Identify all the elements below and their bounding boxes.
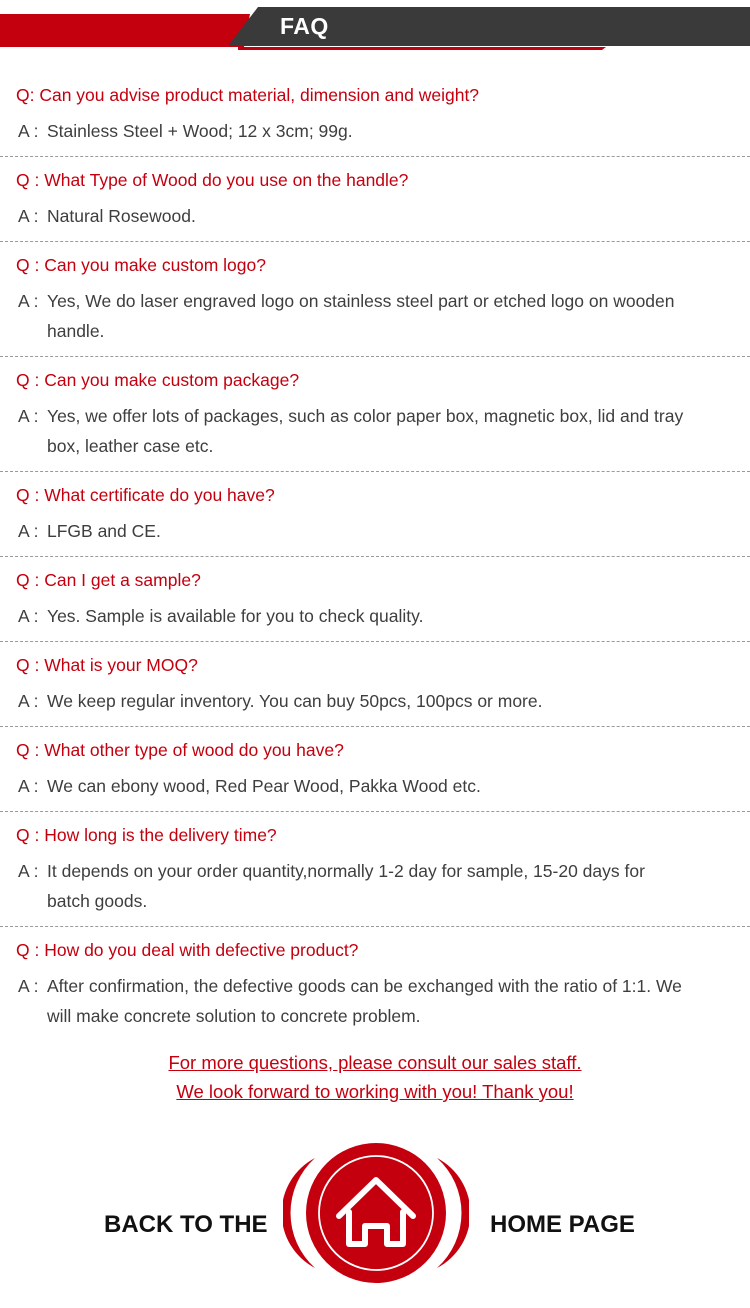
answer-text: LFGB and CE.	[47, 521, 161, 541]
faq-question: Q : Can you make custom logo?	[16, 255, 266, 275]
faq-question: Q : How do you deal with defective product?	[16, 940, 359, 960]
faq-header-banner	[0, 0, 750, 52]
answer-prefix: A :	[18, 606, 39, 626]
answer-text: We can ebony wood, Red Pear Wood, Pakka Wood etc.	[47, 776, 481, 796]
faq-question: Q : Can you make custom package?	[16, 370, 300, 390]
faq-item	[0, 242, 750, 357]
faq-item	[0, 642, 750, 727]
faq-question: Q : How long is the delivery time?	[16, 825, 277, 845]
faq-answer	[0, 601, 750, 631]
faq-question: Q : What is your MOQ?	[16, 655, 198, 675]
answer-text: We keep regular inventory. You can buy 50pcs, 100pcs or more.	[47, 691, 543, 711]
faq-answer	[0, 686, 750, 716]
closing-message-line-2: We look forward to working with you! Thank you!	[176, 1081, 574, 1102]
faq-answer	[0, 971, 750, 1031]
faq-list	[0, 72, 750, 1041]
answer-prefix: A :	[18, 406, 39, 426]
home-page-label[interactable]: HOME PAGE	[490, 1211, 635, 1238]
answer-prefix: A :	[18, 206, 39, 226]
faq-item	[0, 472, 750, 557]
page-title: FAQ	[280, 13, 329, 39]
answer-text: Yes. Sample is available for you to check quality.	[47, 606, 424, 626]
home-icon	[283, 1140, 469, 1286]
answer-text: Stainless Steel + Wood; 12 x 3cm; 99g.	[47, 121, 353, 141]
faq-question: Q : What other type of wood do you have?	[16, 740, 344, 760]
answer-text: Yes, we offer lots of packages, such as color paper box, magnetic box, lid and tray box, leather case etc.	[47, 406, 684, 456]
faq-item	[0, 157, 750, 242]
home-button[interactable]	[283, 1140, 469, 1286]
faq-item	[0, 72, 750, 157]
answer-prefix: A :	[18, 521, 39, 541]
faq-question: Q : What Type of Wood do you use on the handle?	[16, 170, 409, 190]
faq-item	[0, 557, 750, 642]
faq-item	[0, 927, 750, 1041]
faq-item	[0, 727, 750, 812]
answer-prefix: A :	[18, 121, 39, 141]
back-to-label[interactable]: BACK TO THE	[104, 1211, 268, 1238]
closing-message-line-1: For more questions, please consult our sales staff.	[168, 1052, 582, 1073]
faq-answer	[0, 201, 750, 231]
answer-text: It depends on your order quantity,normally 1-2 day for sample, 15-20 days for batch goods.	[47, 861, 645, 911]
faq-answer	[0, 116, 750, 146]
answer-text: After confirmation, the defective goods can be exchanged with the ratio of 1:1. We will make concrete solution to concrete problem.	[47, 976, 682, 1026]
answer-prefix: A :	[18, 291, 39, 311]
answer-prefix: A :	[18, 976, 39, 996]
faq-question: Q: Can you advise product material, dimension and weight?	[16, 85, 480, 105]
faq-answer	[0, 516, 750, 546]
faq-answer	[0, 401, 750, 461]
faq-answer	[0, 856, 750, 916]
faq-question: Q : What certificate do you have?	[16, 485, 275, 505]
answer-text: Yes, We do laser engraved logo on stainless steel part or etched logo on wooden handle.	[47, 291, 675, 341]
answer-prefix: A :	[18, 691, 39, 711]
answer-prefix: A :	[18, 776, 39, 796]
faq-item	[0, 357, 750, 472]
answer-text: Natural Rosewood.	[47, 206, 196, 226]
answer-prefix: A :	[18, 861, 39, 881]
faq-answer	[0, 771, 750, 801]
faq-item	[0, 812, 750, 927]
faq-question: Q : Can I get a sample?	[16, 570, 201, 590]
faq-answer	[0, 286, 750, 346]
header-banner-shape	[0, 0, 750, 52]
